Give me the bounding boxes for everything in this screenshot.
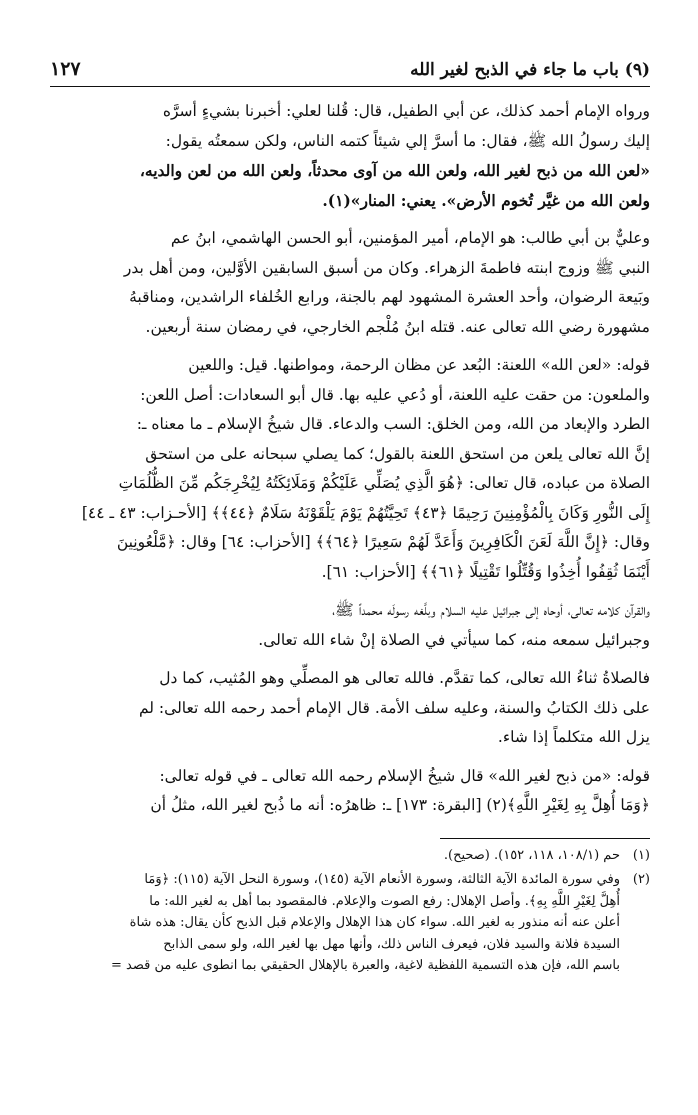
text-line: مشهورة رضي الله تعالى عنه. قتله ابنُ مُلْجم الخارجي، في رمضان سنة أربعين. [145,317,650,336]
footnote-body [50,845,620,867]
text-line: وجبرائيل سمعه منه، كما سيأتي في الصلاة إنْ شاء الله تعالى. [258,630,650,649]
paragraph-curse-meaning [50,351,650,587]
footnote-number: (٢) [632,872,650,887]
footnote-line: أُهِلَّ لِغَيْرِ اللَّهِ بِهِ﴾. وأصل الإهلال: رفع الصوت والإعلام. فالمقصود بما أهل به لغير الله: ما [149,893,620,909]
footnote-body [50,869,620,977]
paragraph-ali-narration [50,97,650,215]
quran-verse-line: الصلاة من عباده، قال تعالى: ﴿هُوَ الَّذِي يُصَلِّي عَلَيْكُمْ وَمَلَائِكَتُهُ لِيُخْرِجَكُم مِّنَ الظُّلُمَاتِ [118,474,650,492]
text-line: ورواه الإمام أحمد كذلك، عن أبي الطفيل، قال: قُلنا لعلي: أخبرنا بشيءٍ أسرَّه [162,102,650,120]
text-line: ﴿وَمَا أُهِلَّ بِهِ لِغَيْرِ اللَّهِ﴾(٢) [البقرة: ١٧٣] ـ: ظاهرُه: أنه ما ذُبح لغير الله، مثلُ أن [150,796,650,814]
text-line: قوله: «من ذبح لغير الله» قال شيخُ الإسلام رحمه الله تعالى ـ في قوله تعالى: [159,766,650,785]
hadith-text-line: «لعن الله من ذبح لغير الله، ولعن الله من آوى محدثاً، ولعن الله من لعن والديه، [139,161,650,180]
quran-verse-line: إِلَى النُّورِ وَكَانَ بِالْمُؤْمِنِينَ رَحِيمًا ﴿٤٣﴾ تَحِيَّتُهُمْ يَوْمَ يَلْقَوْنَهُ سَلَامٌ ﴿٤٤﴾﴾ [الأحـزاب: ٤٣ ـ ٤٤] [81,503,650,522]
book-page [50,58,650,980]
footnote-number: (١) [632,847,650,863]
spacer [50,830,650,831]
chapter-title: (٩) باب ما جاء في الذبح لغير الله [410,60,650,80]
text-line: قوله: «لعن الله» اللعنة: البُعد عن مظان الرحمة، ومواطنها. قيل: واللعين [188,356,650,374]
footnote-line: وفي سورة المائدة الآية الثالثة، وسورة الأنعام الآية (١٤٥)، وسورة النحل الآية (١١٥): ﴿وَمَا [144,872,620,887]
paragraph-ali-biography [50,224,650,342]
text-line: يزل الله متكلماً إذا شاء. [497,728,650,746]
text-line: وبَيعة الرضوان، وأحد العشرة المشهود لهم بالجنة، ورابع الخُلفاء الراشدين، ومناقبهُ [129,288,650,306]
quran-verse-line: أَيْنَمَا ثُقِفُوا أُخِذُوا وَقُتِّلُوا تَقْتِيلًا ﴿٦١﴾﴾ [الأحزاب: ٦١]. [321,562,650,581]
text-line: على ذلك الكتابُ والسنة، وعليه سلف الأمة. قال الإمام أحمد رحمه الله تعالى: لم [138,698,650,717]
running-header [50,58,650,87]
footnote-line: باسم الله، فإن هذه التسمية اللفظية لاغية، والعبرة بالإهلال الحقيقي بما انطوى عليه من قصد = [110,958,620,973]
text-line: الطرد والإبعاد من الله، ومن الخلق: السب والدعاء. قال شيخُ الإسلام ـ ما معناه ـ: [136,415,650,433]
paragraph-sacrifice-to-other [50,762,650,821]
hadith-text-line: ولعن الله من غيَّر تُخوم الأرض». يعني: المنار»(١). [322,190,650,210]
text-line: والملعون: من حقت عليه اللعنة، أو دُعي عليه بها. قال أبو السعادات: أصل اللعن: [140,385,650,404]
text-line: إليك رسولُ الله ﷺ، فقال: ما أسرَّ إلي شيئاً كتمه الناس، ولكن سمعتُه يقول: [165,131,650,150]
text-line: وعليٌّ بن أبي طالب: هو الإمام، أمير المؤمنين، أبو الحسن الهاشمي، ابنُ عم [170,229,650,247]
footnote-line: حم (١٠٨/١، ١١٨، ١٥٢). (صحيح). [443,847,620,863]
text-line: فالصلاةُ ثناءُ الله تعالى، كما تقدَّم. فالله تعالى هو المصلِّي وهو المُثيب، كما دل [159,669,650,687]
text-line: إنَّ الله تعالى يلعن من استحق اللعنة بالقول؛ كما يصلي سبحانه على من استحق [145,444,650,463]
footnote-2 [50,869,650,977]
footnote-line: السيدة فلانة والسيد فلان، فيعرف الناس ذلك، وأنها مهل بها لغير الله، ولو سمى الذابح [163,936,620,952]
text-line: والقرآن كلامه تعالى، أوحاه إلى جبرائيل عليه السلام وبلَّغه رسولَه محمداً ﷺ، [332,601,650,619]
quran-verse-line: وقال: ﴿إِنَّ اللَّهَ لَعَنَ الْكَافِرِينَ وَأَعَدَّ لَهُمْ سَعِيرًا ﴿٦٤﴾﴾ [الأحزاب: ٦٤] وقال: ﴿مَّلْعُونِينَ [116,533,650,551]
footnote-1 [50,845,650,867]
footnote-line: أعلن عنه أنه منذور به لغير الله. سواء كان هذا الإهلال والإعلام قبل الذبح كأن يقال: هذه شاة [129,915,620,930]
paragraph-quran-speech [50,596,650,655]
page-number: ١٢٧ [50,58,81,80]
paragraph-salah-meaning [50,664,650,753]
footnote-divider [440,838,650,839]
text-line: النبي ﷺ وزوج ابنته فاطمةَ الزهراء. وكان من أسبق السابقين الأوَّلين، ومن أهل بدر [123,258,650,277]
